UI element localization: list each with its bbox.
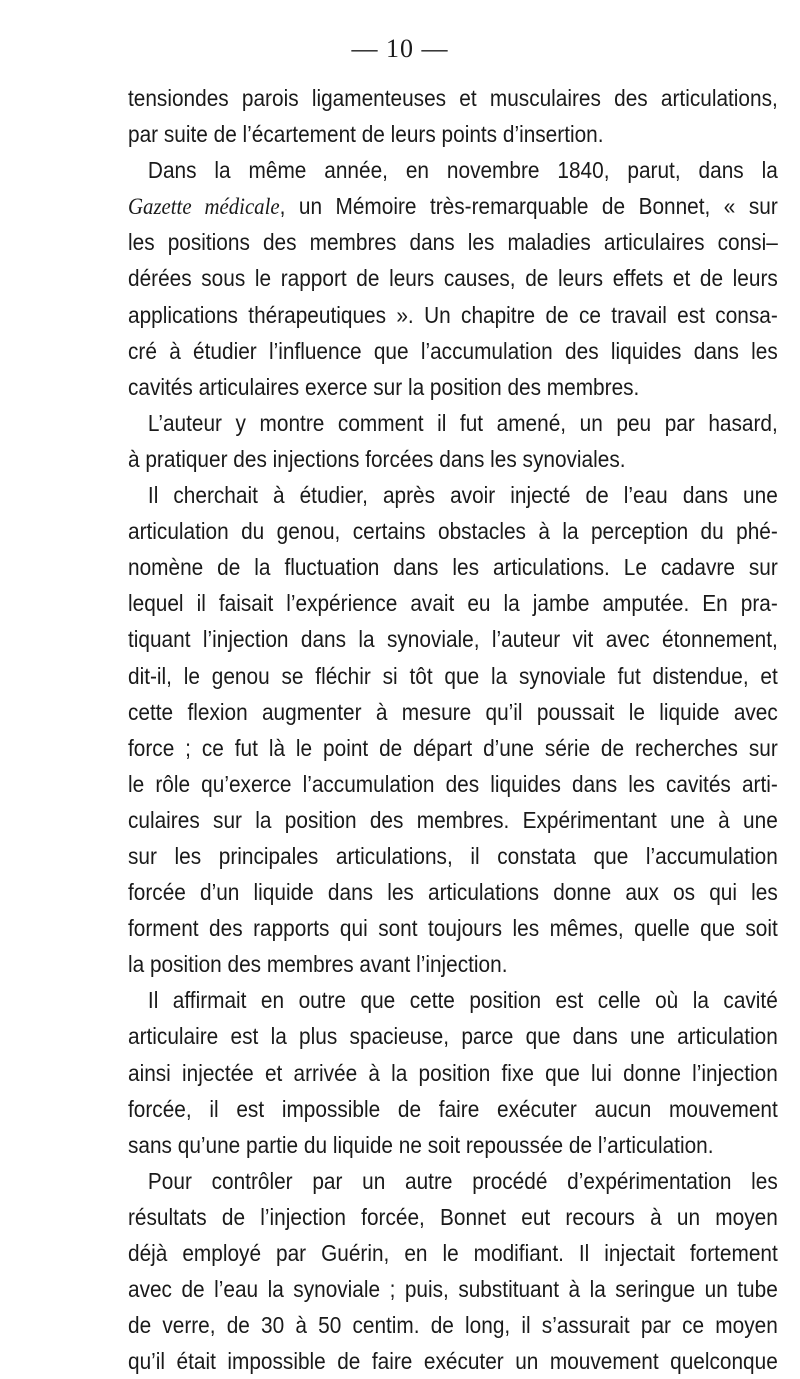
text-line: à pratiquer des injections forcées dans les synoviales. — [128, 445, 626, 472]
text-line: sans qu’une partie du liquide ne soit repoussée de l’articulation. — [128, 1131, 714, 1158]
text-line-with-italic — [128, 188, 778, 224]
text-line: forcée, il est impossible de faire exécuter aucun mouvement — [128, 1095, 778, 1122]
text-line: avec de l’eau la synoviale ; puis, substituant à la seringue un tube — [128, 1276, 778, 1303]
text-line: force ; ce fut là le point de départ d’une série de recherches sur — [128, 734, 778, 761]
text-line: forcée d’un liquide dans les articulations donne aux os qui les — [128, 879, 778, 906]
text-line: L’auteur y montre comment il fut amené, un peu par hasard, — [147, 409, 778, 436]
text-line: lequel il faisait l’expérience avait eu la jambe amputée. En pra- — [128, 590, 778, 617]
text-line: qu’il était impossible de faire exécuter un mouvement quelconque — [128, 1348, 778, 1375]
text-line: sur les principales articulations, il constata que l’accumulation — [128, 842, 778, 869]
text-line: applications thérapeutiques ». Un chapitre de ce travail est consa- — [128, 301, 778, 328]
text-line: dérées sous le rapport de leurs causes, de leurs effets et de leurs — [128, 265, 778, 292]
text-line: Dans la même année, en novembre 1840, parut, dans la — [147, 157, 778, 184]
text-line: cavités articulaires exerce sur la position des membres. — [128, 373, 640, 400]
text-line: ainsi injectée et arrivée à la position fixe que lui donne l’injection — [128, 1059, 778, 1086]
text-line: articulation du genou, certains obstacles à la perception du phé- — [128, 518, 778, 545]
text-line: cette flexion augmenter à mesure qu’il poussait le liquide avec — [128, 698, 778, 725]
text-line: nomène de la fluctuation dans les articulations. Le cadavre sur — [128, 554, 778, 581]
text-line: la position des membres avant l’injection. — [128, 951, 508, 978]
text-line-rest: , un Mémoire très-remarquable de Bonnet, « sur — [279, 193, 778, 220]
text-line: de verre, de 30 à 50 centim. de long, il s’assurait par ce moyen — [128, 1312, 778, 1339]
text-line: articulaire est la plus spacieuse, parce que dans une articulation — [128, 1023, 778, 1050]
text-line: Il cherchait à étudier, après avoir injecté de l’eau dans une — [147, 482, 778, 509]
text-line: déjà employé par Guérin, en le modifiant. Il injectait fortement — [128, 1240, 778, 1266]
text-line: les positions des membres dans les maladies articulaires consi– — [128, 229, 778, 256]
text-line: dit-il, le genou se fléchir si tôt que la synoviale fut distendue, et — [128, 662, 778, 689]
text-line: le rôle qu’exerce l’accumulation des liquides dans les cavités arti- — [128, 770, 778, 797]
text-line: tensiondes parois ligamenteuses et musculaires des articulations, — [128, 85, 778, 111]
text-line: résultats de l’injection forcée, Bonnet eut recours à un moyen — [128, 1203, 778, 1230]
text-line: par suite de l’écartement de leurs points d’insertion. — [128, 121, 604, 148]
page-number: — 10 — — [351, 34, 449, 63]
journal-title: Gazette médicale — [128, 194, 280, 220]
body-text — [128, 80, 778, 1379]
text-line: culaires sur la position des membres. Expérimentant une à une — [128, 806, 778, 833]
text-line: Pour contrôler par un autre procédé d’expérimentation les — [147, 1167, 778, 1194]
text-line: tiquant l’injection dans la synoviale, l’auteur vit avec étonnement, — [128, 626, 778, 653]
text-line: forment des rapports qui sont toujours les mêmes, quelle que soit — [128, 915, 778, 942]
text-line: cré à étudier l’influence que l’accumulation des liquides dans les — [128, 337, 778, 364]
text-line: Il affirmait en outre que cette position est celle où la cavité — [147, 987, 778, 1014]
